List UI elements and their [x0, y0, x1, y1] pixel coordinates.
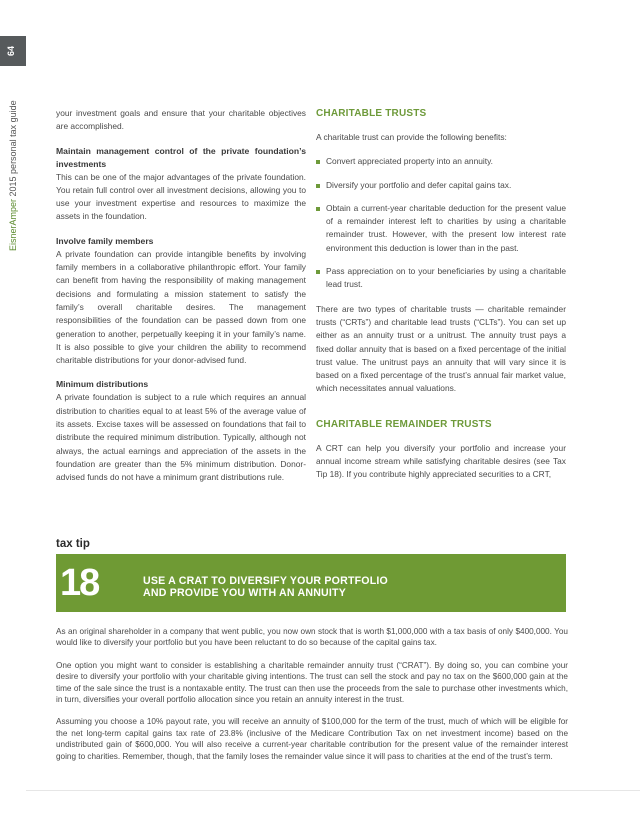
section-body-investments: This can be one of the major advantages of the private foundation. You retain full control over all investment decisions, allowing you to use your investment expertise and resources to maximize the assets in the foundation. — [56, 171, 306, 222]
section-heading-distributions: Minimum distributions — [56, 379, 149, 390]
brand-name: EisnerAmper — [8, 198, 18, 251]
tax-tip-body — [56, 626, 568, 773]
list-item: Obtain a current-year charitable deduction for the present value of a remainder interest left to charities by using a charitable remainder trust. However, with the present low interest rate environment this deduction is lower than in the past. — [316, 202, 566, 255]
list-item: Diversify your portfolio and defer capital gains tax. — [316, 179, 566, 192]
left-intro: your investment goals and ensure that your charitable objectives are accomplished. — [56, 108, 306, 132]
page-number: 64 — [6, 46, 16, 57]
section-heading-investments: Maintain management control of the private foundation’s investments — [56, 145, 306, 169]
guide-title: 2015 personal tax guide — [8, 100, 18, 199]
list-item: Convert appreciated property into an annuity. — [316, 155, 566, 168]
left-column — [56, 107, 306, 485]
section-heading-family: Involve family members — [56, 235, 154, 246]
running-header — [8, 51, 20, 251]
tax-tip-paragraph: Assuming you choose a 10% payout rate, you will receive an annuity of $100,000 for the term of the trust, much of which will be eligible for the net long-term capital gains tax rate of 23.8% (inclusive of the Medicare Contribution Tax on net investment income) based on the undistributed gain of $600,000. You will also receive a current-year charitable contribution for the present value of the remainder interest going to charities. Remember, though, that the family loses the remainder value since it will pass to charities at the end of the trust’s term. — [56, 717, 568, 761]
crt-paragraph: A CRT can help you diversify your portfolio and increase your annual income stream while satisfying charitable desires (see Tax Tip 18). If you contribute highly appreciated securities to a CRT, — [316, 442, 566, 480]
list-item: Pass appreciation on to your beneficiaries by using a charitable lead trust. — [316, 265, 566, 292]
trusts-intro: A charitable trust can provide the following benefits: — [316, 132, 507, 142]
footer-divider — [26, 790, 640, 791]
trust-types-paragraph: There are two types of charitable trusts — charitable remainder trusts (“CRTs”) and charitable lead trusts (“CLTs”). You can set up either as an annuity trust or a unitrust. The annuity trust pays a fixed dollar annuity that is based on a fixed percentage of the initial trust value. The unitrust pays an annuity that will vary since it is based on a fixed percentage of the trust’s annual fair market value, which necessitates annual valuations. — [316, 303, 566, 394]
heading-charitable-trusts: CHARITABLE TRUSTS — [316, 108, 427, 119]
tax-tip-label: tax tip — [56, 538, 90, 550]
tax-tip-paragraph: As an original shareholder in a company that went public, you now own stock that is worth $1,000,000 with a tax basis of only $400,000. You would like to diversify your portfolio but you have been reluctant to do so because of the capital gains tax. — [56, 627, 568, 648]
right-column — [316, 107, 566, 482]
section-body-distributions: A private foundation is subject to a rule which requires an annual distribution to charities equal to at least 5% of the average value of its assets. Excise taxes will be assessed on foundations that fail to distribute the required minimum distribution. Typically, although not always, the actual earnings and appreciation of the assets in the foundation are greater than the 5% minimum distribution. Donor-advised funds do not have a minimum grant distributions rule. — [56, 392, 306, 483]
tax-tip-number: 18 — [60, 562, 99, 604]
benefits-list — [316, 155, 566, 291]
heading-charitable-remainder-trusts: CHARITABLE REMAINDER TRUSTS — [316, 418, 492, 430]
section-body-family: A private foundation can provide intangible benefits by involving family members in a collaborative philanthropic effort. Your family can benefit from having the responsibility of making management decisions and formulating a mission statement to satisfy the family’s overall charitable desires. The management responsibilities of the foundation can be passed down from one generation to another, perpetually keeping it in your family’s name. It is also possible to give your children the ability to recommend charitable distributions for your donor-advised fund. — [56, 248, 306, 366]
tax-tip-title — [143, 576, 553, 599]
tax-tip-title-line2: AND PROVIDE YOU WITH AN ANNUITY — [143, 586, 346, 599]
tax-tip-paragraph: One option you might want to consider is establishing a charitable remainder annuity trust (“CRAT”). By doing so, you can combine your desire to diversify your portfolio with your charitable giving intentions. The trust can sell the stock and pay no tax on the $600,000 gain at the time of the sale since the trust is a nontaxable entity. The trust can then use the proceeds from the sale to purchase other investments which, in turn, diversifies your overall portfolio allocation since you retain an annuity interest in the trust. — [56, 660, 568, 705]
tax-tip-title-line1: USE A CRAT TO DIVERSIFY YOUR PORTFOLIO — [143, 575, 389, 587]
